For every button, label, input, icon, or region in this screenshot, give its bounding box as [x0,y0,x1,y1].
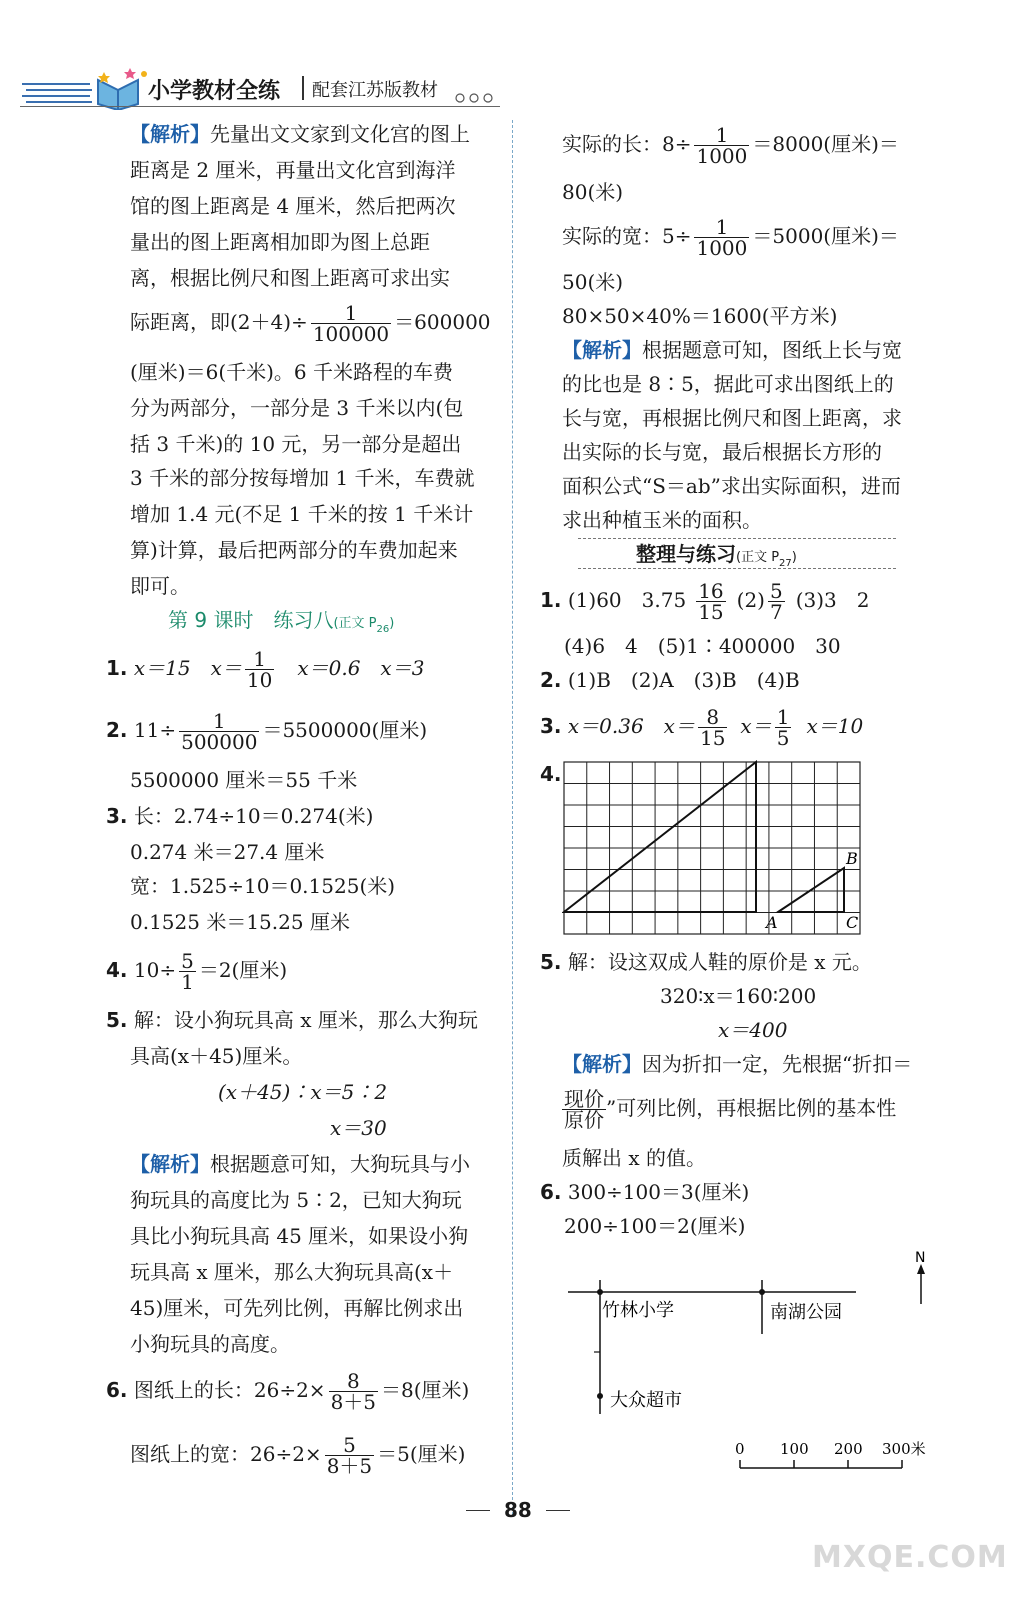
header-rule [20,106,500,107]
text-line: 3 千米的部分按每增加 1 千米，车费就 [130,466,475,490]
question-number: 5. [540,950,562,974]
answer: (4)6 4 (5)1∶400000 30 [564,634,841,658]
fraction: $\frac{1}{1000}$ [696,215,748,260]
answer: x＝ [740,714,772,738]
text-line: 根据题意可知，图纸上长与宽 [642,338,902,362]
analysis-tag: 【解析】 [562,338,642,362]
fraction: $\frac{5}{1}$ [181,949,194,994]
lesson-title: 第 9 课时 练习八 [168,608,334,632]
answer: (2) [736,588,765,612]
answer: 解：设小狗玩具高 x 厘米，那么大狗玩 [133,1008,478,1032]
fraction: $\frac{1}{500000}$ [181,709,258,754]
answer: ＝5500000(厘米) [262,718,428,742]
fraction: $\frac{16}{15}$ [698,579,724,624]
text-line: 出实际的长与宽，最后根据长方形的 [562,440,882,464]
grid-drawing [562,760,862,936]
answer: ＝5(厘米) [377,1442,466,1466]
equation: x＝30 [330,1116,387,1140]
small-triangle [778,868,844,912]
fraction: $\frac{\text{现价}}{\text{原价}}$ [564,1087,604,1132]
analysis-tag: 【解析】 [130,122,210,146]
text-line: 距离是 2 厘米，再量出文化宫到海洋 [130,158,456,182]
text-line: 45)厘米，可先列比例，再解比例求出 [130,1296,464,1320]
answer: ＝5000(厘米)＝ [752,224,899,248]
text-line: 量出的图上距离相加即为图上总距 [130,230,430,254]
text-line: 质解出 x 的值。 [562,1146,706,1170]
answer: 解：设这双成人鞋的原价是 x 元。 [567,950,872,974]
answer: 10÷ [133,958,177,982]
analysis-tag: 【解析】 [562,1052,642,1076]
section-title: 整理与练习 [636,542,736,566]
footer-rule-right [546,1510,570,1511]
page-number: 88 [504,1498,532,1522]
footer-rule-left [466,1510,490,1511]
answer: 图纸上的长：26÷2× [133,1378,326,1402]
question-number: 4. [106,958,128,982]
text-line: (厘米)＝6(千米)。6 千米路程的车费 [130,360,454,384]
label-a: A [766,913,778,932]
section-rule [578,568,896,569]
label-b: B [846,849,858,868]
text-line: 长与宽，再根据比例尺和图上距离，求 [562,406,902,430]
text-line: 算)计算，最后把两部分的车费加起来 [130,538,458,562]
text-line: ”可列比例，再根据比例的基本性 [606,1096,897,1120]
book-logo-icon [20,64,155,110]
question-number: 1. [106,656,128,680]
equation: 320∶x＝160∶200 [660,984,817,1008]
answer: 实际的长：8÷ [562,132,692,156]
text-line: 离，根据比例尺和图上距离可求出实 [130,266,450,290]
fraction: $\frac{8}{15}$ [699,705,726,750]
text-line: 小狗玩具的高度。 [130,1332,290,1356]
answer: ＝2(厘米) [198,958,288,982]
answer: (3)3 2 [795,588,870,612]
watermark: MXQE.COM [812,1540,1008,1575]
answer: (1)60 3.75 [567,588,687,612]
equation: x＝400 [718,1018,788,1042]
answer: 实际的宽：5÷ [562,224,692,248]
answer: 图纸上的宽：26÷2× [130,1442,322,1466]
text-line: 求出种植玉米的面积。 [562,508,762,532]
answer: 宽：1.525÷10＝0.1525(米) [130,874,396,898]
answer: x＝0.6 x＝3 [277,656,425,680]
column-divider [512,120,513,1515]
fraction: $\frac{1}{1000}$ [696,123,748,168]
answer: x＝10 [806,714,864,738]
text-line: 狗玩具的高度比为 5∶2，已知大狗玩 [130,1188,462,1212]
question-number: 6. [540,1180,562,1204]
lesson-ref-close: ) [389,616,395,631]
answer: (1)B (2)A (3)B (4)B [567,668,800,692]
text-line: 玩具高 x 厘米，那么大狗玩具高(x＋ [130,1260,454,1284]
question-number: 2. [106,718,128,742]
question-number: 6. [106,1378,128,1402]
answer: 具高(x＋45)厘米。 [130,1044,303,1068]
header-title: 小学教材全练 [148,79,281,104]
scale-label: 100 [780,1440,809,1458]
map-label-park: 南湖公园 [770,1302,842,1323]
map-label-school: 竹林小学 [602,1300,674,1321]
question-number: 5. [106,1008,128,1032]
section-rule [578,538,896,539]
answer: 5500000 厘米＝55 千米 [130,768,358,792]
text-line: 面积公式“S＝ab”求出实际面积，进而 [562,474,901,498]
fraction: $\frac{5}{8+5}$ [326,1433,373,1478]
scale-label: 300米 [882,1440,926,1458]
fraction: $\frac{1}{5}$ [776,705,790,750]
answer: x＝15 x＝ [133,656,242,680]
section-ref-close: ) [791,550,797,565]
section-page: 27 [779,558,792,569]
fraction: $\frac{8}{8+5}$ [330,1369,377,1414]
answer: ＝8000(厘米)＝ [752,132,899,156]
answer: 0.1525 米＝15.25 厘米 [130,910,350,934]
text-line: 增加 1.4 元(不足 1 千米的按 1 千米计 [130,502,474,526]
answer: 长：2.74÷10＝0.274(米) [133,804,374,828]
text-line: 分为两部分，一部分是 3 千米以内(包 [130,396,464,420]
location-map [560,1246,940,1476]
text-line: 因为折扣一定，先根据“折扣＝ [642,1052,913,1076]
header-separator [302,76,304,100]
large-triangle [564,762,756,912]
question-number: 3. [106,804,128,828]
answer: 0.274 米＝27.4 厘米 [130,840,325,864]
header-subtitle: 配套江苏版教材 [312,80,438,101]
scale-label: 0 [735,1440,745,1458]
text-line: 根据题意可知，大狗玩具与小 [210,1152,470,1176]
question-number: 4. [540,762,562,786]
answer: 200÷100＝2(厘米) [564,1214,746,1238]
section-ref: (正文 P [736,550,780,565]
scale-bar [735,1440,926,1468]
header-ornament [452,84,502,104]
lesson-ref: (正文 P [333,616,377,631]
fraction: $\frac{1}{100000}$ [312,301,390,346]
question-number: 3. [540,714,562,738]
text-line: 先量出文文家到文化宫的图上 [210,122,470,146]
text-line: 的比也是 8∶5，据此可求出图纸上的 [562,372,894,396]
answer: 11÷ [133,718,177,742]
header [20,62,500,112]
map-label-market: 大众超市 [610,1390,682,1411]
equation: (x＋45)∶x＝5∶2 [218,1080,388,1104]
north-label: N [915,1250,926,1266]
text-line: ＝600000 [394,310,491,334]
fraction: $\frac{1}{10}$ [246,647,273,692]
answer: ＝8(厘米) [381,1378,470,1402]
scale-label: 200 [834,1440,863,1458]
answer: 80(米) [562,180,624,204]
text-line: 际距离，即(2＋4)÷ [130,310,308,334]
text-line: 即可。 [130,574,190,598]
label-c: C [846,913,859,932]
answer: 300÷100＝3(厘米) [567,1180,750,1204]
text-line: 括 3 千米)的 10 元，另一部分是超出 [130,432,462,456]
answer: x＝0.36 x＝ [567,714,695,738]
fraction: $\frac{5}{7}$ [769,579,783,624]
lesson-page: 26 [376,624,390,635]
analysis-tag: 【解析】 [130,1152,210,1176]
text-line: 具比小狗玩具高 45 厘米，如果设小狗 [130,1224,469,1248]
answer: 50(米) [562,270,624,294]
answer: 80×50×40%＝1600(平方米) [562,304,838,328]
text-line: 馆的图上距离是 4 厘米，然后把两次 [130,194,456,218]
question-number: 2. [540,668,562,692]
question-number: 1. [540,588,562,612]
